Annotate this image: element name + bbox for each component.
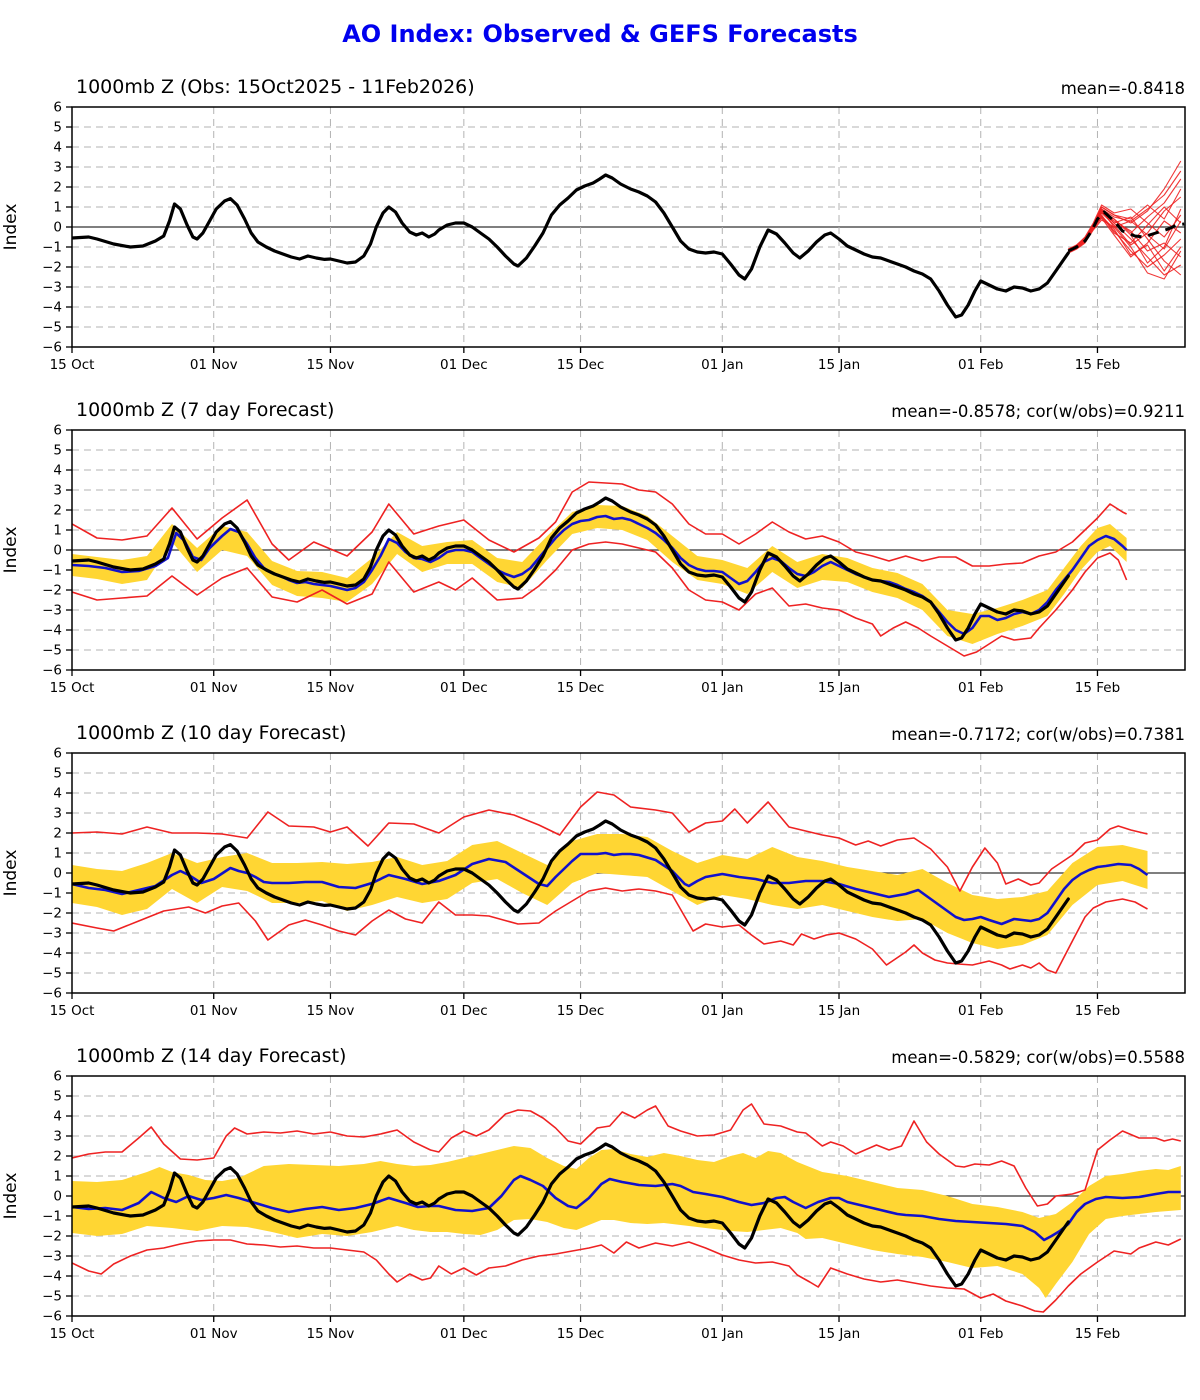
y-tick-label: −5 <box>42 642 62 659</box>
page-title: AO Index: Observed & GEFS Forecasts <box>342 20 858 48</box>
y-tick-label: −3 <box>42 1248 62 1265</box>
y-tick-label: −4 <box>42 945 62 962</box>
y-tick-label: 5 <box>53 119 62 136</box>
x-tick-label: 01 Nov <box>189 680 238 696</box>
y-tick-label: −4 <box>42 299 62 316</box>
x-tick-label: 01 Jan <box>701 357 744 373</box>
x-tick-label: 15 Jan <box>817 1326 861 1342</box>
panel-10day-forecast <box>0 718 1200 1023</box>
y-tick-label: 4 <box>53 462 62 479</box>
x-tick-label: 01 Jan <box>701 1326 744 1342</box>
y-tick-label: 0 <box>53 219 62 236</box>
y-tick-label: 5 <box>53 442 62 459</box>
x-tick-label: 15 Nov <box>306 1326 355 1342</box>
panel-7day-title: 1000mb Z (7 day Forecast) <box>76 399 335 421</box>
x-tick-label: 01 Dec <box>440 680 488 696</box>
y-tick-label: −1 <box>42 1208 62 1225</box>
x-tick-label: 15 Dec <box>556 357 605 373</box>
y-tick-label: −6 <box>42 339 62 356</box>
panel-7day-header <box>0 395 1200 422</box>
series <box>72 792 1148 973</box>
y-axis-label: Index <box>1 849 21 897</box>
observed-chart <box>0 99 1200 377</box>
y-tick-label: 3 <box>53 482 62 499</box>
panel-7day-forecast <box>0 395 1200 700</box>
x-tick-label: 15 Oct <box>49 357 95 373</box>
panel-14day-title: 1000mb Z (14 day Forecast) <box>76 1045 347 1067</box>
x-tick-label: 01 Jan <box>701 680 744 696</box>
y-tick-label: 5 <box>53 765 62 782</box>
y-tick-label: 1 <box>53 845 62 862</box>
y-tick-label: −2 <box>42 582 62 599</box>
x-tick-label: 15 Nov <box>306 357 355 373</box>
x-tick-label: 01 Feb <box>958 357 1004 373</box>
y-tick-label: 6 <box>53 99 62 116</box>
x-tick-label: 15 Feb <box>1074 357 1121 373</box>
y-tick-label: −3 <box>42 602 62 619</box>
x-tick-label: 01 Dec <box>440 357 488 373</box>
x-tick-label: 01 Dec <box>440 1326 488 1342</box>
series <box>72 1104 1181 1312</box>
observed-line <box>72 175 1068 317</box>
panel-observed-title: 1000mb Z (Obs: 15Oct2025 - 11Feb2026) <box>76 76 475 98</box>
x-tick-label: 15 Oct <box>49 680 95 696</box>
x-tick-label: 15 Oct <box>49 1326 95 1342</box>
y-tick-label: 0 <box>53 542 62 559</box>
panel-observed <box>0 72 1200 377</box>
x-tick-label: 01 Dec <box>440 1003 488 1019</box>
y-tick-label: −5 <box>42 965 62 982</box>
x-tick-label: 01 Feb <box>958 680 1004 696</box>
ensemble-spread-band <box>72 834 1148 949</box>
forecast-7day-chart <box>0 422 1200 700</box>
y-tick-label: 3 <box>53 805 62 822</box>
y-tick-label: −3 <box>42 279 62 296</box>
y-tick-label: −6 <box>42 1308 62 1325</box>
panel-observed-stats: mean=-0.8418 <box>1060 79 1185 98</box>
y-tick-label: −5 <box>42 319 62 336</box>
panel-14day-stats: mean=-0.5829; cor(w/obs)=0.5588 <box>891 1048 1185 1067</box>
series <box>72 161 1184 317</box>
panel-14day-header <box>0 1041 1200 1068</box>
x-tick-label: 01 Nov <box>189 1003 238 1019</box>
y-tick-label: 1 <box>53 1168 62 1185</box>
y-tick-label: 3 <box>53 1128 62 1145</box>
y-tick-label: −1 <box>42 239 62 256</box>
x-tick-label: 15 Oct <box>49 1003 95 1019</box>
x-tick-label: 15 Jan <box>817 680 861 696</box>
x-tick-label: 01 Nov <box>189 357 238 373</box>
y-axis-label: Index <box>1 1172 21 1220</box>
x-tick-label: 15 Feb <box>1074 1326 1121 1342</box>
x-tick-label: 15 Nov <box>306 1003 355 1019</box>
y-tick-label: 2 <box>53 1148 62 1165</box>
panel-10day-stats: mean=-0.7172; cor(w/obs)=0.7381 <box>891 725 1185 744</box>
y-tick-label: 2 <box>53 179 62 196</box>
y-tick-label: −6 <box>42 985 62 1002</box>
y-axis-label: Index <box>1 526 21 574</box>
y-tick-label: 6 <box>53 422 62 439</box>
y-tick-label: 2 <box>53 825 62 842</box>
axis-ticks <box>42 100 1120 374</box>
y-tick-label: −1 <box>42 885 62 902</box>
y-tick-label: −2 <box>42 259 62 276</box>
y-tick-label: −2 <box>42 1228 62 1245</box>
y-tick-label: −3 <box>42 925 62 942</box>
y-tick-label: 6 <box>53 1068 62 1085</box>
x-tick-label: 15 Nov <box>306 680 355 696</box>
ensemble-spread-band <box>72 1146 1181 1298</box>
y-tick-label: 1 <box>53 199 62 216</box>
x-tick-label: 15 Jan <box>817 1003 861 1019</box>
x-tick-label: 15 Jan <box>817 357 861 373</box>
x-tick-label: 15 Dec <box>556 1326 605 1342</box>
forecast-10day-chart <box>0 745 1200 1023</box>
panel-observed-header <box>0 72 1200 99</box>
y-tick-label: 0 <box>53 865 62 882</box>
y-tick-label: 4 <box>53 1108 62 1125</box>
panel-14day-forecast <box>0 1041 1200 1346</box>
panel-10day-title: 1000mb Z (10 day Forecast) <box>76 722 347 744</box>
forecast-14day-chart <box>0 1068 1200 1346</box>
x-tick-label: 01 Jan <box>701 1003 744 1019</box>
x-tick-label: 01 Feb <box>958 1326 1004 1342</box>
y-tick-label: 0 <box>53 1188 62 1205</box>
y-tick-label: −4 <box>42 1268 62 1285</box>
x-tick-label: 15 Dec <box>556 680 605 696</box>
y-tick-label: −4 <box>42 622 62 639</box>
y-tick-label: −2 <box>42 905 62 922</box>
y-tick-label: −1 <box>42 562 62 579</box>
x-tick-label: 01 Nov <box>189 1326 238 1342</box>
x-tick-label: 15 Dec <box>556 1003 605 1019</box>
y-tick-label: −6 <box>42 662 62 679</box>
y-tick-label: 2 <box>53 502 62 519</box>
panel-7day-stats: mean=-0.8578; cor(w/obs)=0.9211 <box>891 402 1185 421</box>
panel-10day-header <box>0 718 1200 745</box>
x-tick-label: 01 Feb <box>958 1003 1004 1019</box>
y-tick-label: 6 <box>53 745 62 762</box>
y-tick-label: 3 <box>53 159 62 176</box>
y-tick-label: 5 <box>53 1088 62 1105</box>
y-tick-label: 1 <box>53 522 62 539</box>
y-tick-label: −5 <box>42 1288 62 1305</box>
y-tick-label: 4 <box>53 139 62 156</box>
x-tick-label: 15 Feb <box>1074 1003 1121 1019</box>
grid-lines <box>72 107 1185 347</box>
y-tick-label: 4 <box>53 785 62 802</box>
x-tick-label: 15 Feb <box>1074 680 1121 696</box>
y-axis-label: Index <box>1 203 21 251</box>
